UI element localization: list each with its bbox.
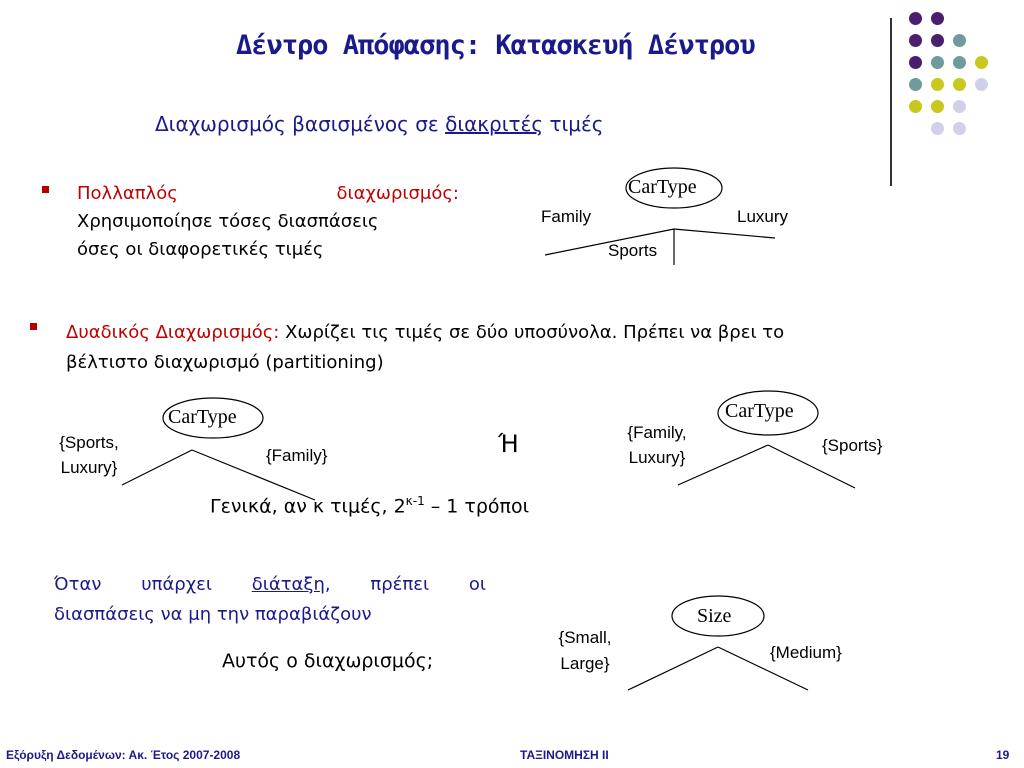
ordinal-note	[54, 570, 486, 630]
tree-root-label: Size	[697, 605, 732, 627]
tree-edge-luxury	[674, 229, 775, 238]
ordinal-word: οι	[468, 574, 486, 595]
tree-root-label: CarType	[628, 176, 697, 198]
multiway-label: Πολλαπλός	[77, 183, 178, 204]
ordinal-underlined: διάταξη	[251, 574, 325, 595]
footer-chapter: ΤΑΞΙΝΟΜΗΣΗ ΙΙ	[520, 748, 609, 762]
binary-text-1: Χωρίζει τις τιμές σε δύο υποσύνολα. Πρέπει να βρει το	[279, 322, 785, 343]
combinations-text: Γενικά, αν κ τιμές, 2	[210, 495, 406, 518]
tree-branch-label-sports: Sports	[608, 241, 658, 260]
tree-branch-label-left	[540, 625, 630, 677]
page-number: 19	[996, 748, 1010, 762]
tree-branch-label-luxury: Luxury	[737, 207, 789, 226]
tree-branch-label-line: Luxury}	[628, 448, 686, 467]
tree-root-label: CarType	[168, 406, 237, 428]
tree-branch-label-left	[44, 430, 134, 480]
multiway-label-2: διαχωρισμός:	[336, 183, 459, 204]
ordinal-line-2: διασπάσεις να μη την παραβιάζουν	[54, 604, 372, 625]
multiway-line-2: Χρησιμοποίησε τόσες διασπάσεις	[77, 211, 379, 232]
tree-edge-small-large	[628, 647, 718, 690]
multiway-line-3: όσες οι διαφορετικές τιμές	[77, 239, 324, 260]
tree-branch-label-right: {Family}	[266, 446, 328, 465]
subtitle-underlined: διακριτές	[445, 112, 544, 136]
subtitle-text-end: τιμές	[543, 112, 604, 136]
tree-branch-label-left	[612, 420, 702, 470]
tree-branch-label-line: {Small,	[558, 628, 612, 647]
tree-branch-label-line: {Sports,	[59, 433, 119, 452]
slide-title: Δέντρο Απόφασης: Κατασκευή Δέντρου	[236, 30, 755, 61]
ordinal-word: Όταν	[54, 574, 102, 595]
footer-course: Εξόρυξη Δεδομένων: Ακ. Έτος 2007-2008	[6, 748, 241, 762]
tree-branch-label-right: {Medium}	[770, 643, 842, 662]
ordinal-word: υπάρχει	[141, 574, 212, 595]
tree-branch-label-line: Luxury}	[60, 458, 118, 477]
tree-root-label: CarType	[725, 400, 794, 422]
tree-branch-label-family: Family	[541, 207, 592, 226]
or-text: Ή	[498, 430, 519, 458]
combinations-exponent: κ-1	[405, 494, 425, 508]
tree-branch-label-line: {Family,	[627, 423, 687, 442]
binary-text-2: βέλτιστο διαχωρισμό (partitioning)	[66, 352, 384, 373]
subtitle-text: Διαχωρισμός βασισμένος σε	[155, 112, 446, 136]
tree-branch-label-right: {Sports}	[822, 436, 883, 455]
tree-branch-label-line: Large}	[560, 654, 610, 673]
combinations-text-end: – 1 τρόποι	[424, 495, 530, 518]
ordinal-word: πρέπει	[370, 574, 430, 595]
combinations-note	[210, 494, 529, 517]
binary-label: Δυαδικός Διαχωρισμός:	[66, 322, 280, 343]
question-text: Αυτός ο διαχωρισμός;	[222, 650, 434, 672]
ordinal-comma: ,	[324, 574, 331, 595]
